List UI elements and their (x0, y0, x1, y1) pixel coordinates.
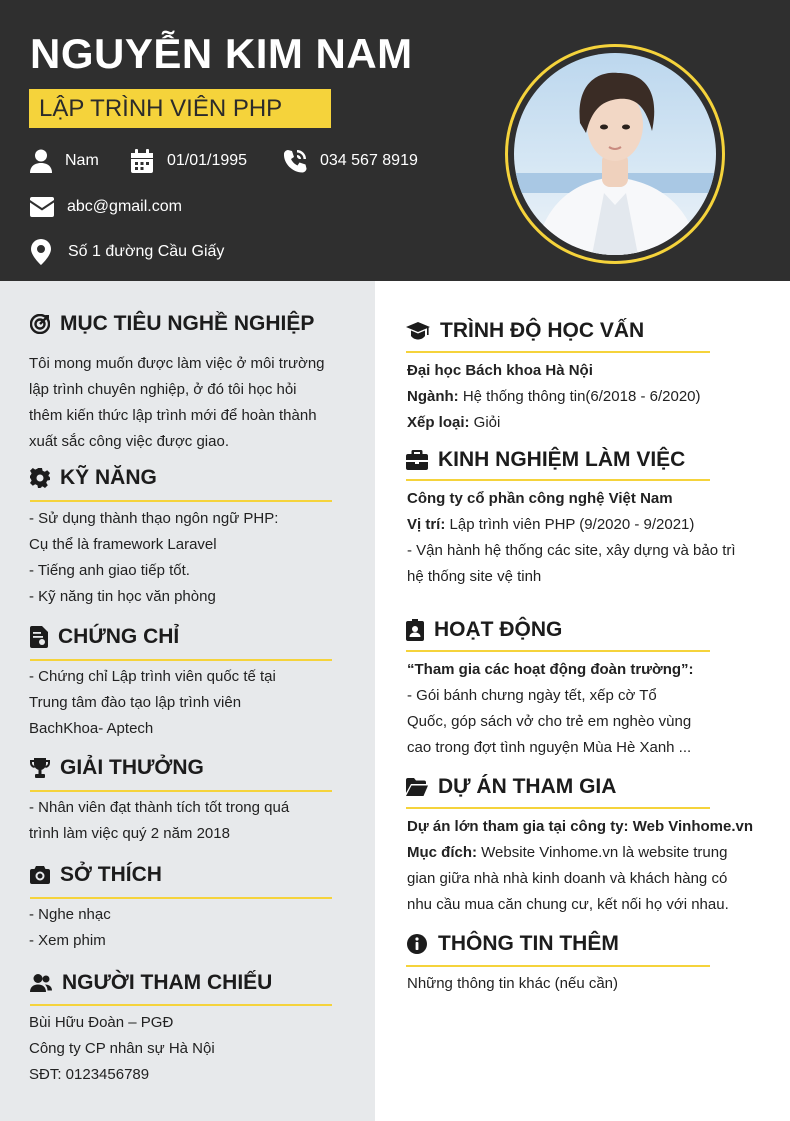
phone-icon (283, 149, 307, 173)
phone-item (283, 149, 418, 173)
trophy-icon (30, 758, 50, 778)
avatar-photo (514, 53, 716, 255)
list-item: - Chứng chỉ Lập trình viên quốc tế tại (29, 668, 276, 685)
section-title: NGƯỜI THAM CHIẾU (62, 971, 273, 994)
address-item (31, 239, 224, 265)
section-underline (30, 500, 332, 502)
section-certificates (30, 625, 179, 649)
badge-icon (406, 619, 424, 641)
section-underline (406, 965, 710, 967)
list-item: - Sử dụng thành thạo ngôn ngữ PHP: (29, 510, 279, 527)
section-underline (406, 479, 710, 481)
text-line: cao trong đợt tình nguyện Mùa Hè Xanh ... (407, 739, 692, 756)
list-item: - Kỹ năng tin học văn phòng (29, 588, 216, 605)
calendar-icon (130, 149, 154, 173)
section-references (30, 971, 272, 995)
work-text (407, 486, 736, 590)
gender-item (30, 149, 99, 173)
section-underline (406, 351, 710, 353)
education-text (407, 358, 701, 436)
target-icon (30, 314, 50, 334)
text-line: xuất sắc công việc được giao. (29, 433, 229, 450)
section-title: THÔNG TIN THÊM (438, 932, 619, 955)
address-text: Số 1 đường Cầu Giấy (68, 243, 225, 260)
section-awards (30, 756, 204, 780)
purpose-label: Mục đích: (407, 844, 477, 861)
list-item: - Xem phim (29, 932, 106, 949)
hobbies-text (29, 902, 111, 954)
certificate-icon (30, 626, 48, 648)
text-line: lập trình chuyên nghiệp, ở đó tôi học hỏi (29, 381, 297, 398)
mail-icon (30, 197, 54, 217)
major-label: Ngành: (407, 388, 459, 405)
section-title: CHỨNG CHỈ (58, 625, 180, 648)
section-title: GIẢI THƯỞNG (60, 756, 204, 779)
list-item: - Nhân viên đạt thành tích tốt trong quá (29, 799, 290, 816)
text-line: Bùi Hữu Đoàn – PGĐ (29, 1014, 174, 1031)
section-underline (30, 897, 332, 899)
graduation-cap-icon (406, 322, 430, 340)
section-underline (406, 650, 710, 652)
location-icon (31, 239, 51, 265)
career-text (29, 351, 325, 455)
section-title: DỰ ÁN THAM GIA (438, 775, 617, 798)
camera-icon (30, 866, 50, 884)
dob-text: 01/01/1995 (167, 152, 248, 169)
skills-text (29, 506, 278, 610)
section-underline (30, 1004, 332, 1006)
text-line: BachKhoa- Aptech (29, 720, 154, 737)
text-line: nhu cầu mua căn chung cư, kết nối họ với nhau. (407, 896, 729, 913)
text-line: SĐT: 0123456789 (29, 1066, 150, 1083)
section-title: TRÌNH ĐỘ HỌC VẤN (440, 319, 645, 342)
position-label: Vị trí: (407, 516, 446, 533)
section-more-info (406, 932, 619, 956)
project-heading: Dự án lớn tham gia tại công ty: Web Vinhome.vn (407, 818, 754, 835)
section-projects (406, 775, 616, 799)
email-item (30, 197, 182, 217)
section-skills (30, 466, 157, 490)
section-title: KINH NGHIỆM LÀM VIỆC (438, 448, 686, 471)
position-value: Lập trình viên PHP (9/2020 - 9/2021) (445, 516, 695, 533)
section-hobbies (30, 863, 162, 887)
section-underline (30, 790, 332, 792)
list-item: - Tiếng anh giao tiếp tốt. (29, 562, 190, 579)
user-icon (30, 149, 52, 173)
list-item: Cụ thể là framework Laravel (29, 536, 217, 553)
activities-heading: “Tham gia các hoạt động đoàn trường”: (407, 661, 694, 678)
section-underline (406, 807, 710, 809)
phone-text: 034 567 8919 (320, 152, 418, 169)
text-line: Trung tâm đào tạo lập trình viên (29, 694, 242, 711)
section-title: HOẠT ĐỘNG (434, 618, 563, 641)
section-title: KỸ NĂNG (60, 466, 157, 489)
major-value: Hệ thống thông tin(6/2018 - 6/2020) (458, 388, 701, 405)
text-line: Quốc, góp sách vở cho trẻ em nghèo vùng (407, 713, 692, 730)
text-line: trình làm việc quý 2 năm 2018 (29, 825, 230, 842)
text-line: gian giữa nhà nhà kinh doanh và khách hàng có (407, 870, 728, 887)
folder-icon (406, 778, 428, 796)
job-title-badge: LẬP TRÌNH VIÊN PHP (29, 89, 331, 128)
avatar (514, 53, 716, 255)
list-item: - Vận hành hệ thống các site, xây dựng và bảo trì (407, 542, 736, 559)
gender-text: Nam (65, 152, 99, 169)
section-work-experience (406, 448, 685, 472)
awards-text (29, 795, 289, 847)
text-line: Công ty CP nhân sự Hà Nội (29, 1040, 215, 1057)
projects-text (407, 814, 753, 918)
company-name: Công ty cổ phần công nghệ Việt Nam (407, 490, 673, 507)
section-title: SỞ THÍCH (60, 863, 162, 886)
text-line: Tôi mong muốn được làm việc ở môi trường (29, 355, 325, 372)
section-activities (406, 618, 562, 642)
school-name: Đại học Bách khoa Hà Nội (407, 362, 593, 379)
text-line: thêm kiến thức lập trình mới để hoàn thành (29, 407, 317, 424)
grade-label: Xếp loại: (407, 414, 470, 431)
email-text: abc@gmail.com (67, 198, 182, 215)
purpose-value: Website Vinhome.vn là website trung (477, 844, 728, 861)
gear-icon (30, 468, 50, 488)
section-education (406, 319, 644, 343)
grade-value: Giỏi (469, 414, 501, 431)
section-title: MỤC TIÊU NGHỀ NGHIỆP (60, 312, 315, 335)
users-icon (30, 974, 52, 992)
text-line: hệ thống site vệ tinh (407, 568, 542, 585)
list-item: - Nghe nhạc (29, 906, 111, 923)
briefcase-icon (406, 450, 428, 470)
candidate-name: NGUYỄN KIM NAM (30, 30, 413, 77)
section-underline (30, 659, 332, 661)
certificates-text (29, 664, 276, 742)
section-career-objective (30, 312, 314, 336)
activities-text (407, 657, 694, 761)
references-text (29, 1010, 215, 1088)
more-info-text: Những thông tin khác (nếu cần) (407, 975, 619, 992)
list-item: - Gói bánh chưng ngày tết, xếp cờ Tổ (407, 687, 657, 704)
cv-header (0, 0, 790, 281)
info-icon (406, 933, 428, 955)
dob-item (130, 149, 247, 173)
